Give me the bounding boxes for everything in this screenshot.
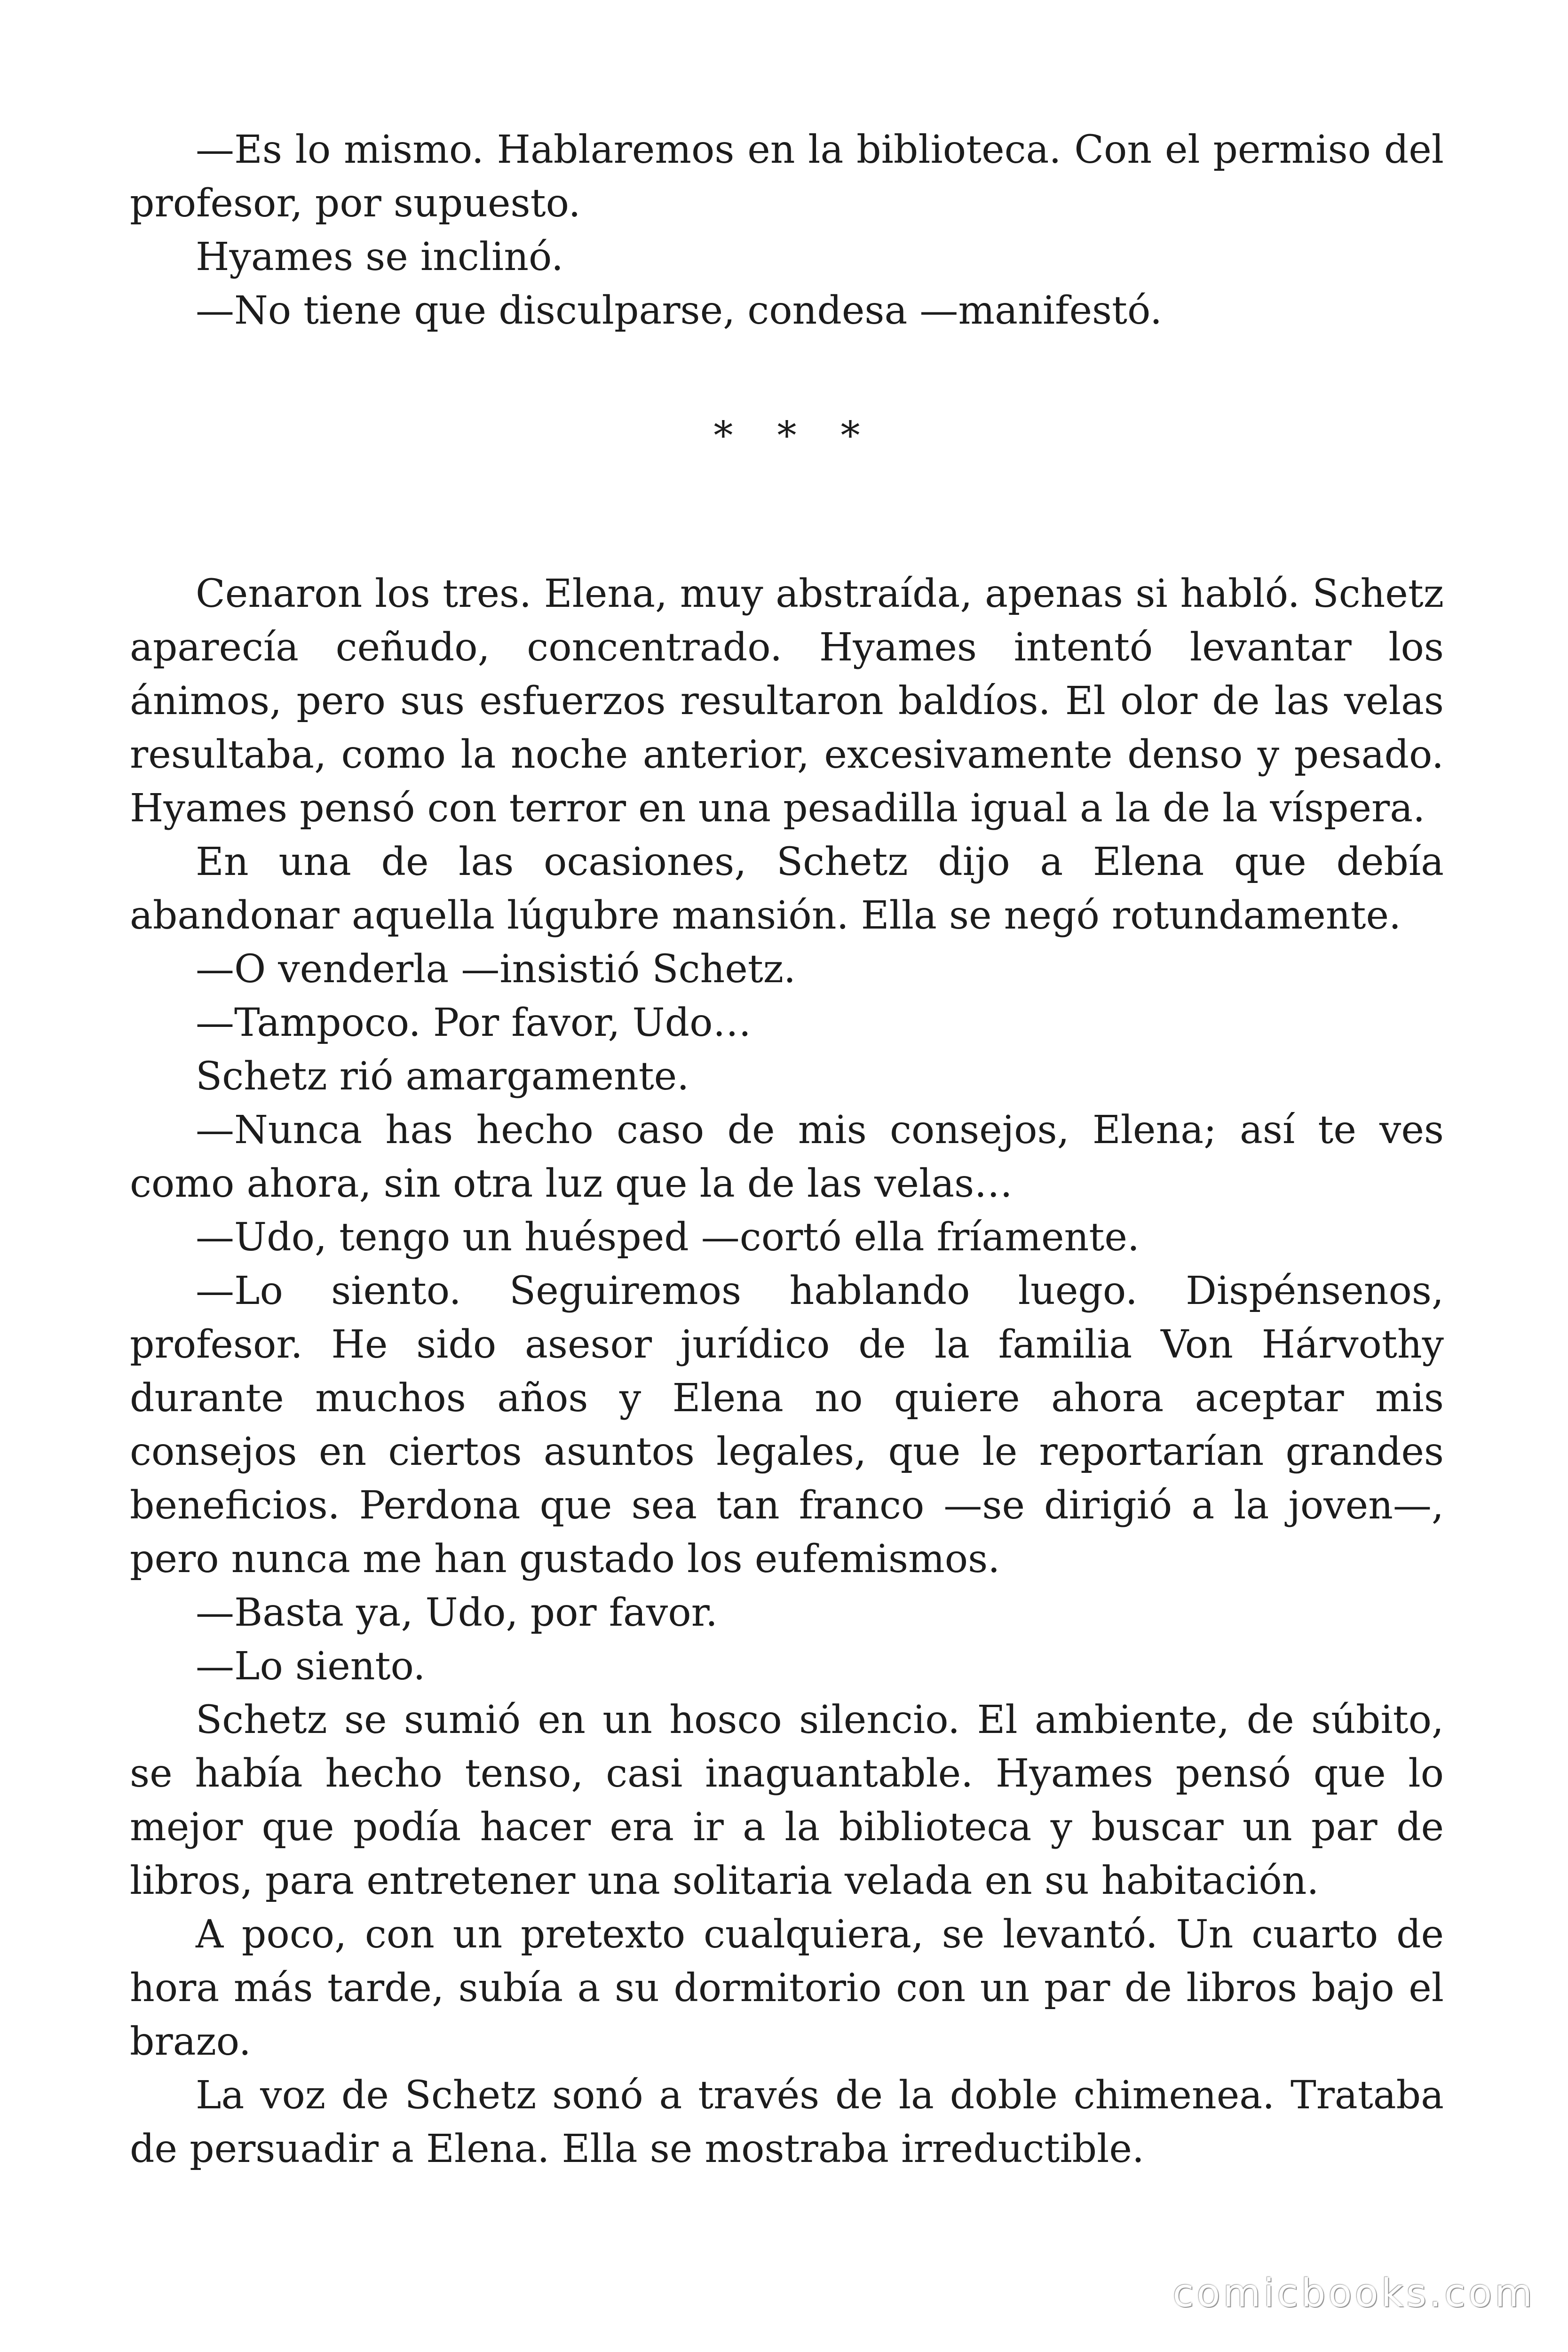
paragraph: —O venderla —insistió Schetz. <box>196 947 796 992</box>
paragraph: —Udo, tengo un huésped —cortó ella fríamente. <box>196 1215 1140 1260</box>
watermark: comicbooks.com <box>1172 2271 1535 2316</box>
paragraph: A poco, con un pretexto cualquiera, se levantó. Un cuarto de hora más tarde, subía a su dormitorio con un par de libros bajo el brazo. <box>130 1912 1444 2064</box>
paragraph: Cenaron los tres. Elena, muy abstraída, apenas si habló. Schetz aparecía ceñudo, concentrado. Hyames intentó levantar los ánimos, pero sus esfuerzos resultaron baldíos. El olor de las velas resultaba, como la noche anterior, excesivamente denso y pesado. Hyames pensó con terror en una pesadilla igual a la de la víspera. <box>130 572 1444 831</box>
paragraph: La voz de Schetz sonó a través de la doble chimenea. Trataba de persuadir a Elena. Ella se mostraba irreductible. <box>130 2073 1444 2171</box>
paragraph: —Lo siento. Seguiremos hablando luego. Dispénsenos, profesor. He sido asesor jurídico de la familia Von Hárvothy durante muchos años y Elena no quiere ahora aceptar mis consejos en ciertos asuntos legales, que le reportarían grandes beneficios. Perdona que sea tan franco —se dirigió a la joven—, pero nunca me han gustado los eufemismos. <box>130 1269 1444 1581</box>
paragraph: —Es lo mismo. Hablaremos en la biblioteca. Con el permiso del profesor, por supuesto. <box>130 127 1444 226</box>
paragraph: —Nunca has hecho caso de mis consejos, Elena; así te ves como ahora, sin otra luz que la de las velas… <box>130 1108 1444 1206</box>
paragraph: —Lo siento. <box>196 1644 426 1689</box>
page-text <box>130 123 1444 2176</box>
paragraph: Hyames se inclinó. <box>196 235 564 279</box>
section-separator: * * * <box>713 413 876 458</box>
paragraph: —No tiene que disculparse, condesa —manifestó. <box>196 288 1163 333</box>
paragraph: —Tampoco. Por favor, Udo… <box>196 1001 752 1045</box>
paragraph: Schetz se sumió en un hosco silencio. El ambiente, de súbito, se había hecho tenso, casi inaguantable. Hyames pensó que lo mejor que podía hacer era ir a la biblioteca y buscar un par de libros, para entretener una solitaria velada en su habitación. <box>130 1698 1444 1903</box>
paragraph: Schetz rió amargamente. <box>196 1054 689 1099</box>
paragraph: —Basta ya, Udo, por favor. <box>196 1590 718 1635</box>
paragraph: En una de las ocasiones, Schetz dijo a Elena que debía abandonar aquella lúgubre mansión. Ella se negó rotundamente. <box>130 840 1444 938</box>
